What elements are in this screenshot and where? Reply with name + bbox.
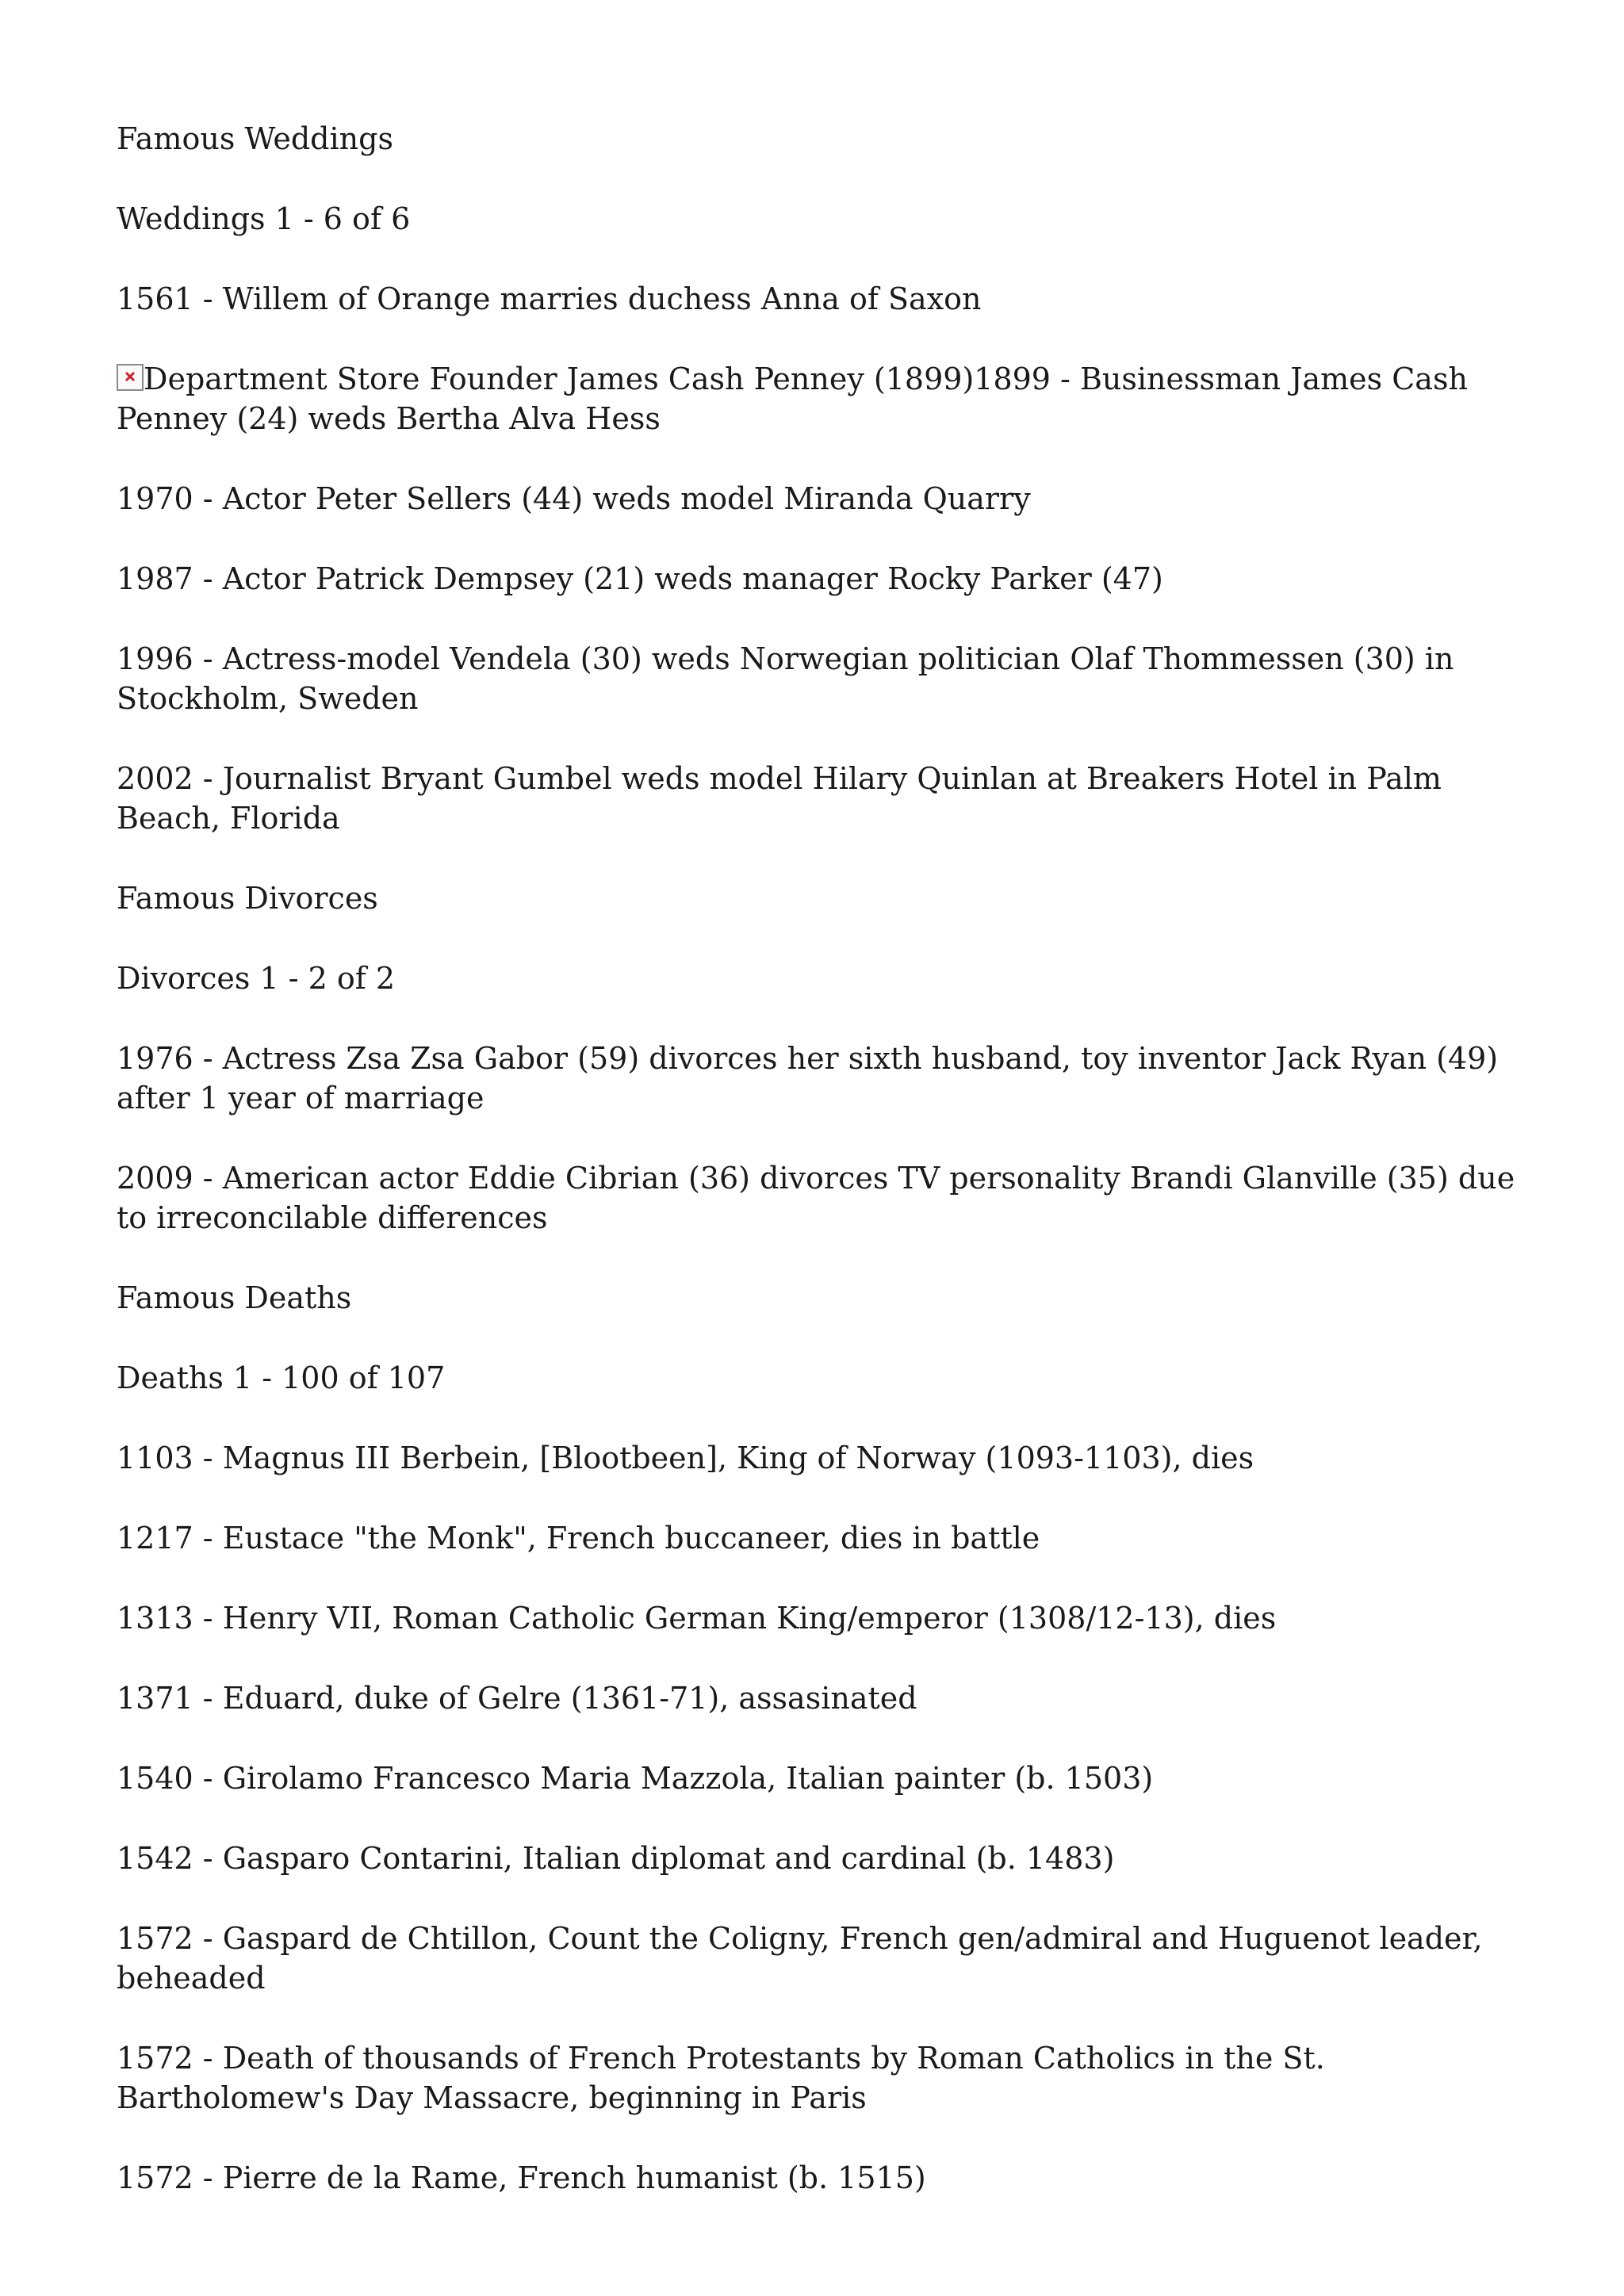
death-item: 1313 - Henry VII, Roman Catholic German King/emperor (1308/12-13), dies (117, 1601, 1277, 1636)
wedding-item-with-image (117, 359, 1520, 438)
death-item: 1572 - Death of thousands of French Protestants by Roman Catholics in the St. Bartholomew's Day Massacre, beginning in Paris (117, 2041, 1325, 2115)
document-body (117, 119, 1520, 2238)
wedding-item-text: Department Store Founder James Cash Penney (1899)1899 - Businessman James Cash Penney (24) weds Bertha Alva Hess (117, 362, 1468, 436)
divorces-count: Divorces 1 - 2 of 2 (117, 961, 396, 996)
divorce-item: 1976 - Actress Zsa Zsa Gabor (59) divorces her sixth husband, toy inventor Jack Ryan (49) after 1 year of marriage (117, 1041, 1499, 1115)
wedding-item: 1987 - Actor Patrick Dempsey (21) weds manager Rocky Parker (47) (117, 561, 1163, 596)
divorce-item: 2009 - American actor Eddie Cibrian (36) divorces TV personality Brandi Glanville (35) due to irreconcilable differences (117, 1161, 1515, 1235)
deaths-heading: Famous Deaths (117, 1280, 352, 1315)
death-item: 1217 - Eustace "the Monk", French buccaneer, dies in battle (117, 1521, 1040, 1556)
weddings-count: Weddings 1 - 6 of 6 (117, 201, 411, 236)
death-item: 1103 - Magnus III Berbein, [Blootbeen], King of Norway (1093-1103), dies (117, 1441, 1254, 1475)
deaths-count: Deaths 1 - 100 of 107 (117, 1360, 446, 1395)
death-item: 1371 - Eduard, duke of Gelre (1361-71), assasinated (117, 1681, 917, 1716)
death-item: 1572 - Gaspard de Chtillon, Count the Coligny, French gen/admiral and Huguenot leader, beheaded (117, 1921, 1483, 1996)
wedding-item: 1970 - Actor Peter Sellers (44) weds model Miranda Quarry (117, 481, 1031, 516)
wedding-item: 2002 - Journalist Bryant Gumbel weds model Hilary Quinlan at Breakers Hotel in Palm Beach, Florida (117, 761, 1442, 836)
divorces-heading: Famous Divorces (117, 881, 378, 916)
death-item: 1542 - Gasparo Contarini, Italian diplomat and cardinal (b. 1483) (117, 1841, 1115, 1876)
death-item: 1572 - Pierre de la Rame, French humanist (b. 1515) (117, 2160, 926, 2195)
broken-image-icon (117, 364, 144, 391)
weddings-heading: Famous Weddings (117, 121, 393, 156)
wedding-item: 1561 - Willem of Orange marries duchess Anna of Saxon (117, 281, 982, 316)
death-item: 1540 - Girolamo Francesco Maria Mazzola, Italian painter (b. 1503) (117, 1761, 1154, 1796)
wedding-item: 1996 - Actress-model Vendela (30) weds Norwegian politician Olaf Thommessen (30) in Stockholm, Sweden (117, 641, 1454, 716)
